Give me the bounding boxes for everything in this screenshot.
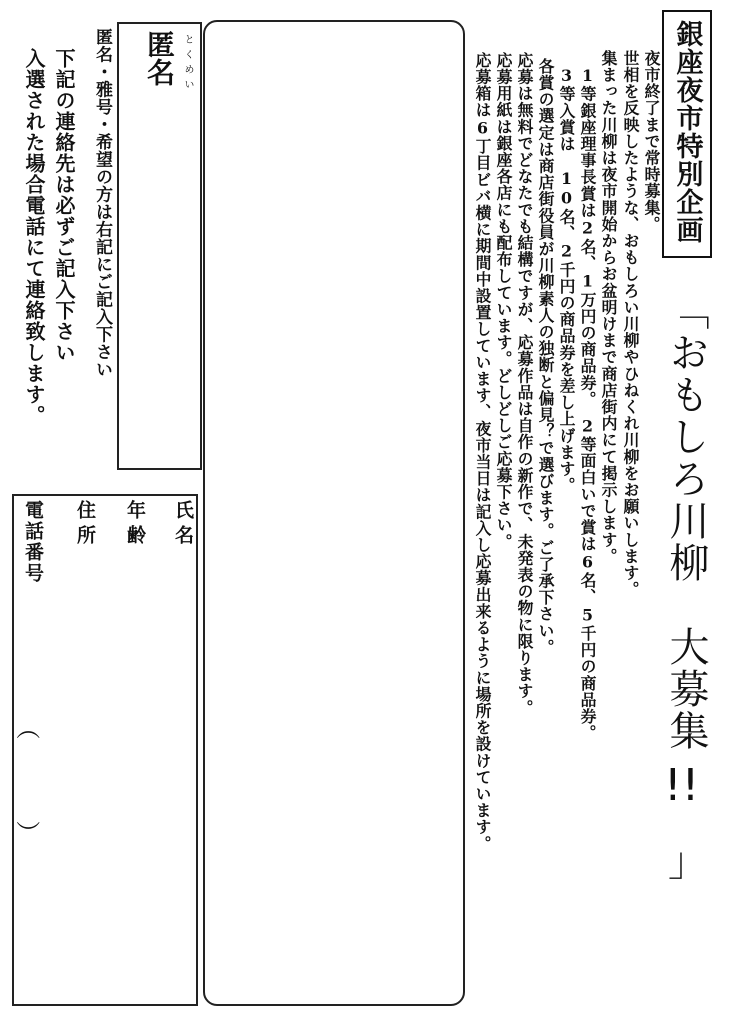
address-field-label: 住所 <box>74 500 96 550</box>
age-field-label: 年齢 <box>124 500 146 550</box>
body-line: 応募箱は6丁目ビバ横に期間中設置しています、夜市当日は記入し応募出来るように場所を設けています。 <box>473 52 492 852</box>
phone-field-label: 電話番号 <box>22 500 44 584</box>
pen-name-label: 匿名 <box>143 30 176 86</box>
pen-name-note: 匿名・雅号・希望の方は右記にご記入下さい <box>92 28 112 378</box>
name-field-label: 氏名 <box>172 500 194 550</box>
body-line: 1等銀座理事長賞は2名、1万円の商品券。 2等面白いで賞は6名、5千円の商品券。 <box>578 66 597 742</box>
pen-name-furigana: とくめい <box>182 34 193 94</box>
body-line: 夜市終了まで常時募集。 <box>642 50 661 233</box>
age-input-area[interactable] <box>112 560 146 1000</box>
phone-paren-close: ） <box>13 820 42 845</box>
body-line: 応募用紙は銀座各店にも配布しています。どしどしご応募下さい。 <box>494 52 513 550</box>
header-box <box>662 10 712 258</box>
header-label: 銀座夜市特別企画 <box>671 20 703 244</box>
body-line: 3等入賞は 10名、2千円の商品券を差し上げます。 <box>557 66 576 494</box>
name-input-area[interactable] <box>160 560 194 1000</box>
main-title: 「おもしろ川柳 大募集 <box>663 290 709 752</box>
body-line: 各賞の選定は商店街役員が川柳素人の独断と偏見？で選びます。ご了承下さい。 <box>536 58 555 656</box>
contact-note: 下記の連絡先は必ずご記入下さい <box>52 48 76 363</box>
title-exclaim: !! <box>664 760 700 811</box>
title-close-bracket: 」 <box>668 839 708 885</box>
body-line: 世相を反映したような、おもしろい川柳やひねくれ川柳をお願いします。 <box>621 50 640 598</box>
body-line: 応募は無料でどなたでも結構ですが、応募作品は自作の新作で、未発表の物に限ります。 <box>515 52 534 716</box>
body-line: 集まった川柳は夜市開始からお盆明けまで商店街内にて掲示します。 <box>599 50 618 565</box>
phone-input-area[interactable] <box>14 700 48 1000</box>
address-input-area[interactable] <box>62 560 96 1000</box>
contact-note: 入選された場合電話にて連絡致します。 <box>22 48 46 426</box>
phone-paren-open: （ <box>13 715 42 740</box>
senryu-entry-box[interactable] <box>203 20 465 1006</box>
